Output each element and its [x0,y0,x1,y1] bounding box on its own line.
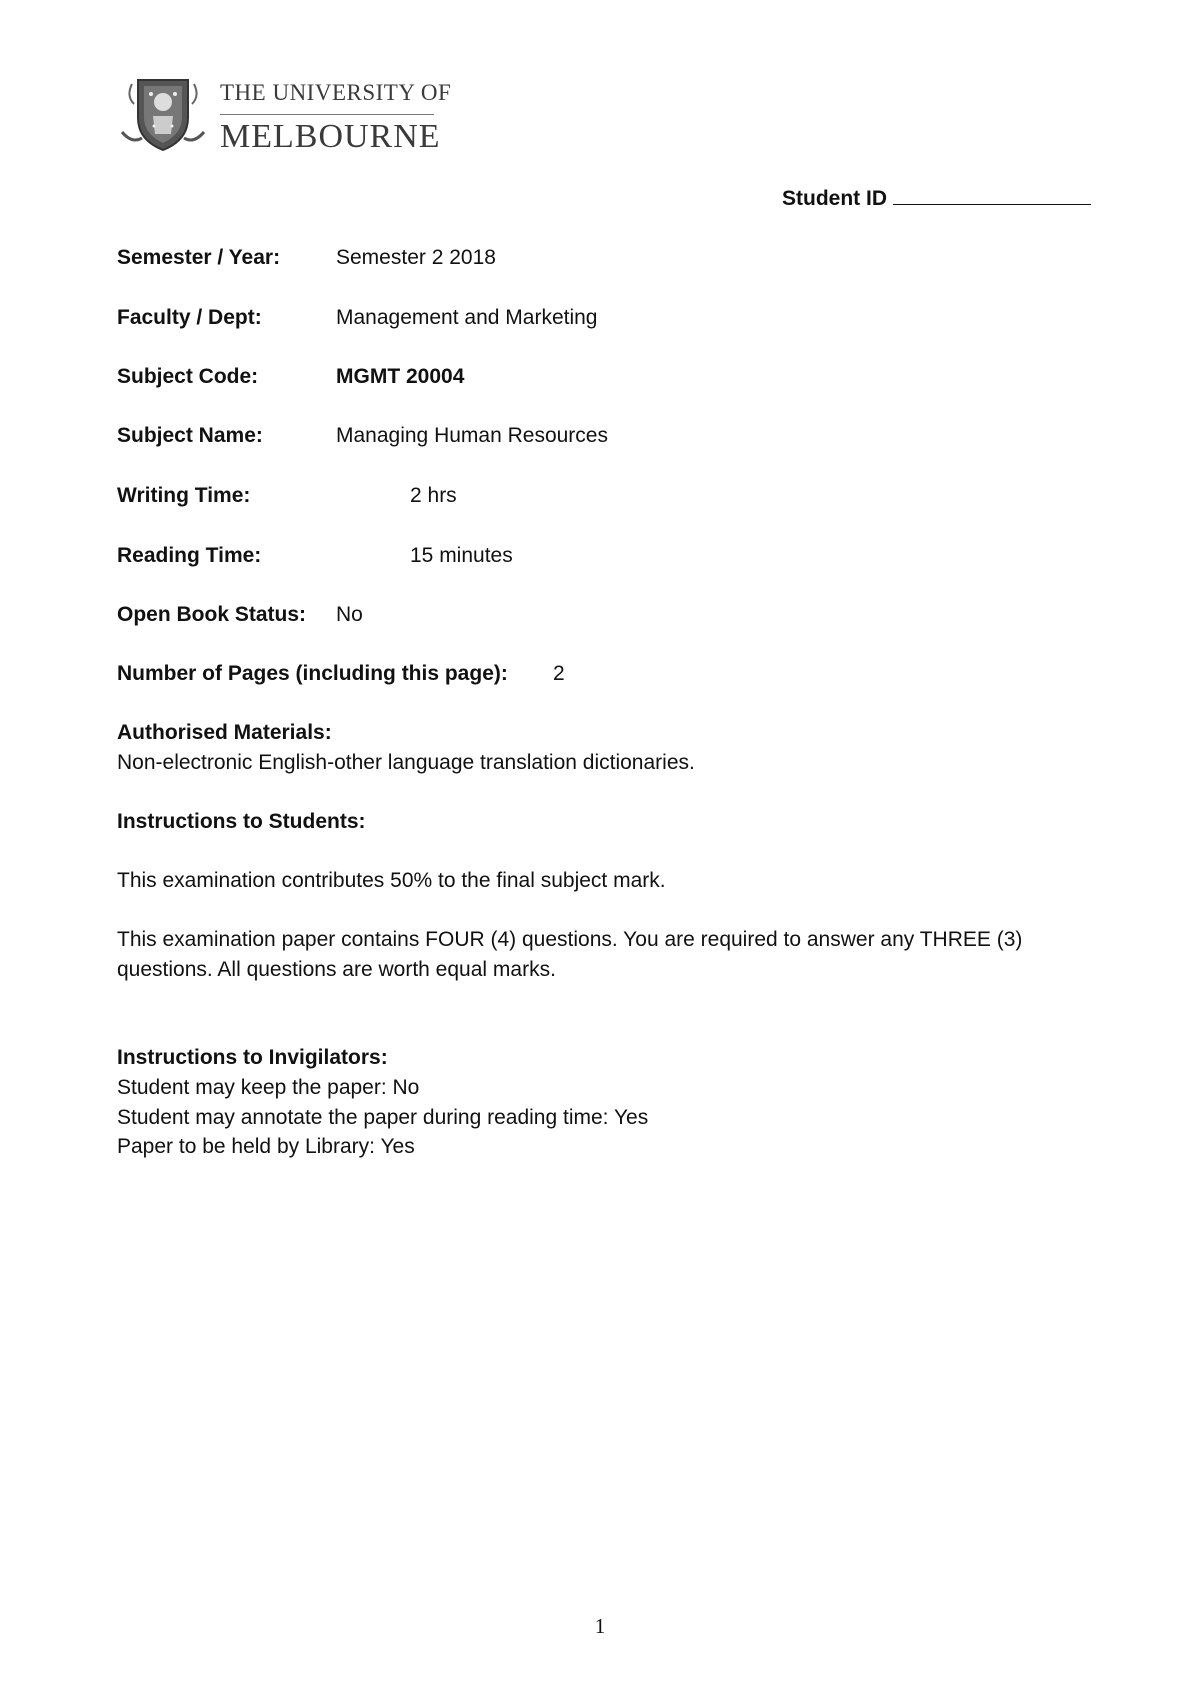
instructions-invigilators-heading: Instructions to Invigilators: [117,1046,388,1069]
invigilator-annotate: Student may annotate the paper during reading time: Yes [117,1106,649,1129]
instructions-students-para1: This examination contributes 50% to the final subject mark. [117,869,666,892]
instructions-students-para2: This examination paper contains FOUR (4) questions. You are required to answer any THREE (3) questions. All questions are worth equal marks. [117,928,1023,981]
instructions-students-heading: Instructions to Students: [117,810,366,833]
page-number: 1 [594,1614,606,1638]
student-id-field [782,184,1091,211]
faculty-dept-label: Faculty / Dept: [117,306,262,329]
logo-divider [220,114,434,115]
university-logo [118,74,452,156]
subject-code-value: MGMT 20004 [336,365,465,388]
reading-time-value: 15 minutes [410,544,513,567]
num-pages-label: Number of Pages (including this page): [117,662,508,685]
logo-text-line1: THE UNIVERSITY OF [220,80,452,105]
subject-name-label: Subject Name: [117,424,263,447]
faculty-dept-value: Management and Marketing [336,306,598,329]
semester-year-label: Semester / Year: [117,246,281,269]
reading-time-label: Reading Time: [117,544,262,567]
student-id-blank [893,184,1091,205]
authorised-materials-text: Non-electronic English-other language translation dictionaries. [117,751,695,774]
subject-code-label: Subject Code: [117,365,259,388]
open-book-label: Open Book Status: [117,603,307,626]
authorised-materials-heading: Authorised Materials: [117,721,332,744]
subject-name-value: Managing Human Resources [336,424,608,447]
writing-time-value: 2 hrs [410,484,457,507]
student-id-label: Student ID [782,187,887,210]
invigilator-library: Paper to be held by Library: Yes [117,1135,415,1158]
invigilator-keep-paper: Student may keep the paper: No [117,1076,420,1099]
writing-time-label: Writing Time: [117,484,251,507]
num-pages-value: 2 [553,662,565,685]
open-book-value: No [336,603,363,626]
logo-text-line2: MELBOURNE [220,118,441,155]
crest-icon [118,74,208,154]
semester-year-value: Semester 2 2018 [336,246,496,269]
